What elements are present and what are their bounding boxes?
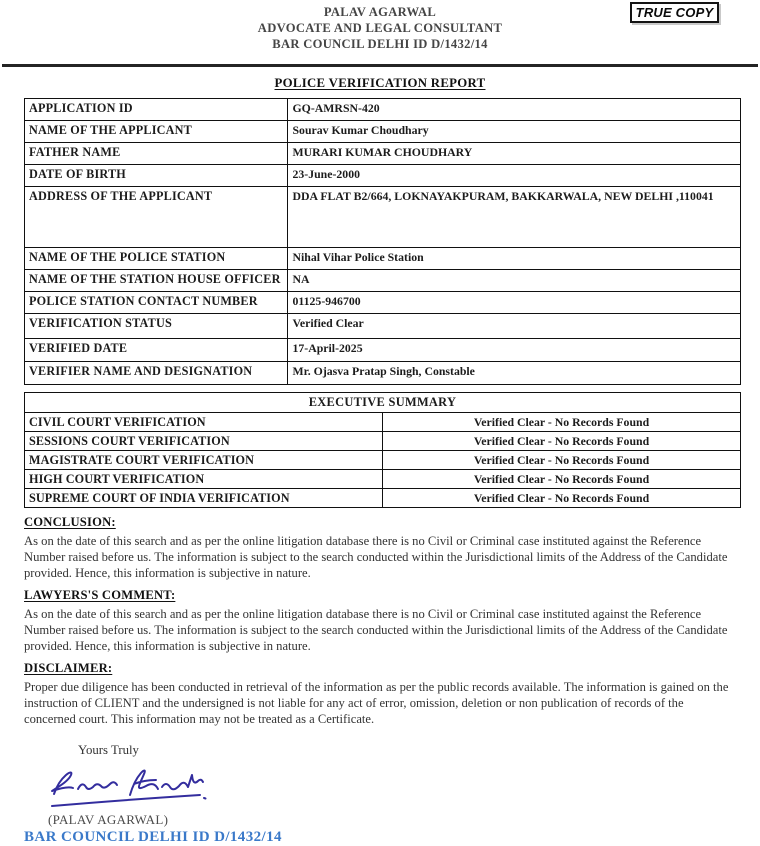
- table-row: [25, 143, 741, 165]
- field-value: MURARI KUMAR CHOUDHARY: [288, 143, 741, 165]
- field-value: Nihal Vihar Police Station: [288, 248, 741, 270]
- executive-summary-title: EXECUTIVE SUMMARY: [25, 393, 741, 413]
- table-row: [25, 489, 741, 508]
- table-row: [25, 270, 741, 292]
- field-value: Mr. Ojasva Pratap Singh, Constable: [288, 362, 741, 385]
- report-body: [0, 98, 760, 846]
- field-value: 01125-946700: [288, 292, 741, 314]
- field-value: 17-April-2025: [288, 339, 741, 362]
- table-row: [25, 187, 741, 248]
- verification-table: [24, 98, 741, 385]
- field-label: VERIFIED DATE: [25, 339, 288, 362]
- lawyers-comment-text: As on the date of this search and as per the online litigation database there is no Civil or Criminal case instituted against the Reference Number raised before us. The information is subject to the search conducted within the Jurisdictional limits of the Address of the Candidate provided. Hence, this information is subjective in nature.: [24, 607, 728, 653]
- signatory-name: (PALAV AGARWAL): [48, 812, 169, 827]
- field-label: HIGH COURT VERIFICATION: [25, 470, 383, 489]
- conclusion-heading: CONCLUSION:: [24, 515, 116, 529]
- field-label: NAME OF THE STATION HOUSE OFFICER: [25, 270, 288, 292]
- field-label: APPLICATION ID: [25, 99, 288, 121]
- section-lawyers-comment: [24, 588, 741, 654]
- field-label: DATE OF BIRTH: [25, 165, 288, 187]
- executive-summary-body: [25, 413, 741, 508]
- field-label: SUPREME COURT OF INDIA VERIFICATION: [25, 489, 383, 508]
- table-row: [25, 99, 741, 121]
- field-value: Verified Clear - No Records Found: [383, 432, 741, 451]
- table-row: [25, 248, 741, 270]
- advocate-title: ADVOCATE AND LEGAL CONSULTANT: [257, 21, 503, 35]
- field-label: POLICE STATION CONTACT NUMBER: [25, 292, 288, 314]
- table-row: [25, 470, 741, 489]
- report-title: POLICE VERIFICATION REPORT: [274, 76, 486, 90]
- advocate-bar-id: BAR COUNCIL DELHI ID D/1432/14: [272, 37, 488, 51]
- table-row: [25, 413, 741, 432]
- field-value: DDA FLAT B2/664, LOKNAYAKPURAM, BAKKARWALA, NEW DELHI ,110041: [288, 187, 741, 248]
- field-label: CIVIL COURT VERIFICATION: [25, 413, 383, 432]
- table-row: [25, 362, 741, 385]
- executive-summary-table: [24, 392, 741, 508]
- table-row: [25, 165, 741, 187]
- table-row: [25, 339, 741, 362]
- header-divider: [2, 64, 758, 67]
- field-value: Verified Clear - No Records Found: [383, 413, 741, 432]
- field-label: SESSIONS COURT VERIFICATION: [25, 432, 383, 451]
- table-row: [25, 451, 741, 470]
- executive-summary-header-row: [25, 393, 741, 413]
- field-label: VERIFIER NAME AND DESIGNATION: [25, 362, 288, 385]
- advocate-name: PALAV AGARWAL: [323, 5, 437, 19]
- table-row: [25, 121, 741, 143]
- signature: [42, 762, 741, 812]
- true-copy-stamp: TRUE COPY: [630, 2, 719, 23]
- field-label: MAGISTRATE COURT VERIFICATION: [25, 451, 383, 470]
- field-value: Verified Clear - No Records Found: [383, 451, 741, 470]
- table-row: [25, 432, 741, 451]
- field-label: NAME OF THE POLICE STATION: [25, 248, 288, 270]
- conclusion-text: As on the date of this search and as per the online litigation database there is no Civil or Criminal case instituted against the Reference Number raised before us. The information is subject to the search conducted within the Jurisdictional limits of the Address of the Candidate provided. Hence, this information is subjective in nature.: [24, 534, 728, 580]
- section-conclusion: [24, 515, 741, 581]
- table-row: [25, 314, 741, 339]
- field-value: GQ-AMRSN-420: [288, 99, 741, 121]
- disclaimer-heading: DISCLAIMER:: [24, 661, 113, 675]
- verification-table-body: [25, 99, 741, 385]
- field-value: Verified Clear: [288, 314, 741, 339]
- field-value: NA: [288, 270, 741, 292]
- field-value: Verified Clear - No Records Found: [383, 470, 741, 489]
- table-row: [25, 292, 741, 314]
- field-label: NAME OF THE APPLICANT: [25, 121, 288, 143]
- field-value: Sourav Kumar Choudhary: [288, 121, 741, 143]
- lawyers-comment-heading: LAWYERS'S COMMENT:: [24, 588, 176, 602]
- field-value: 23-June-2000: [288, 165, 741, 187]
- field-label: FATHER NAME: [25, 143, 288, 165]
- disclaimer-text: Proper due diligence has been conducted in retrieval of the information as per the public records available. The information is gained on the instruction of CLIENT and the undersigned is not liable for any act of error, omission, deletion or non publication of records of the concerned court. This information may not be treated as a Certificate.: [24, 680, 729, 726]
- section-disclaimer: [24, 661, 741, 727]
- field-value: Verified Clear - No Records Found: [383, 489, 741, 508]
- closing-line: Yours Truly: [78, 743, 139, 757]
- footer-bar-id: BAR COUNCIL DELHI ID D/1432/14: [24, 829, 282, 845]
- handwritten-signature-image: [42, 762, 242, 812]
- field-label: ADDRESS OF THE APPLICANT: [25, 187, 288, 248]
- field-label: VERIFICATION STATUS: [25, 314, 288, 339]
